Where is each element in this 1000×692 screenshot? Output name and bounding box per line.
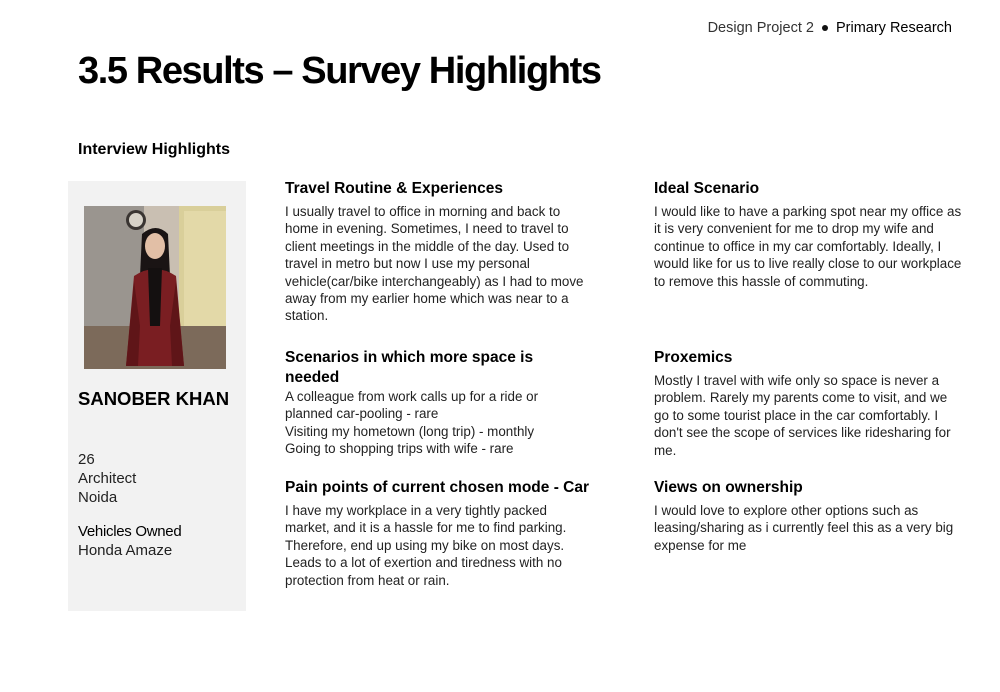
ideal-scenario-text: I would like to have a parking spot near my office as it is very convenient for me to drop my wife and continue to office in my car comfortably. Ideally, I would like for us to live really close to our workplace to remove this hassle of commuting. <box>654 204 962 289</box>
scenario-item: Going to shopping trips with wife - rare <box>285 441 514 457</box>
profile-card <box>68 181 246 611</box>
travel-routine-section <box>285 179 595 325</box>
ownership-section <box>654 478 954 554</box>
section-label: Primary Research <box>835 20 952 36</box>
vehicles-owned-value: Honda Amaze <box>78 542 173 559</box>
project-label: Design Project 2 <box>707 20 814 36</box>
profile-age: 26 <box>78 451 95 468</box>
profile-occupation: Architect <box>78 470 137 487</box>
proxemics-text: Mostly I travel with wife only so space is never a problem. Rarely my parents come to visit, and we go to some tourist place in the car comfortably. I don't see the scope of services like ridesharing for me. <box>654 373 951 458</box>
profile-photo <box>84 206 226 369</box>
profile-details <box>78 450 136 507</box>
travel-routine-text: I usually travel to office in morning and back to home in evening. Sometimes, I need to travel to client meetings in the middle of the day. Used to travel in metro but now I use my personal vehicle(car/bike interchangeably) as I had to move away from my earlier home which was near to a station. <box>285 204 584 324</box>
scenario-item: A colleague from work calls up for a ride or planned car-pooling - rare <box>285 389 539 422</box>
pain-points-heading: Pain points of current chosen mode - Car <box>285 479 590 496</box>
ownership-heading: Views on ownership <box>654 479 803 496</box>
scenarios-section <box>285 348 585 458</box>
pain-points-section <box>285 478 590 589</box>
pain-points-text: I have my workplace in a very tightly packed market, and it is a hassle for me to find parking. Therefore, end up using my bike on most days. Leads to a lot of exertion and tiredness with no protection from heat or rain. <box>285 503 567 588</box>
interview-highlights-heading: Interview Highlights <box>78 141 231 158</box>
ideal-scenario-heading: Ideal Scenario <box>654 180 760 197</box>
header-meta <box>708 20 952 36</box>
vehicles-owned-label: Vehicles Owned <box>78 523 182 540</box>
ideal-scenario-section <box>654 179 964 290</box>
proxemics-heading: Proxemics <box>654 349 733 366</box>
travel-routine-heading: Travel Routine & Experiences <box>285 180 503 197</box>
ownership-text: I would love to explore other options such as leasing/sharing as i currently feel this as a very big expense for me <box>654 503 954 553</box>
portrait-image <box>84 206 226 369</box>
bullet-icon <box>822 25 828 31</box>
scenarios-heading: Scenarios in which more space is needed <box>285 349 534 386</box>
proxemics-section <box>654 348 964 459</box>
profile-location: Noida <box>78 489 118 506</box>
scenario-item: Visiting my hometown (long trip) - monthly <box>285 423 535 439</box>
profile-name: SANOBER KHAN <box>78 388 230 409</box>
page-title: 3.5 Results – Survey Highlights <box>78 50 601 92</box>
